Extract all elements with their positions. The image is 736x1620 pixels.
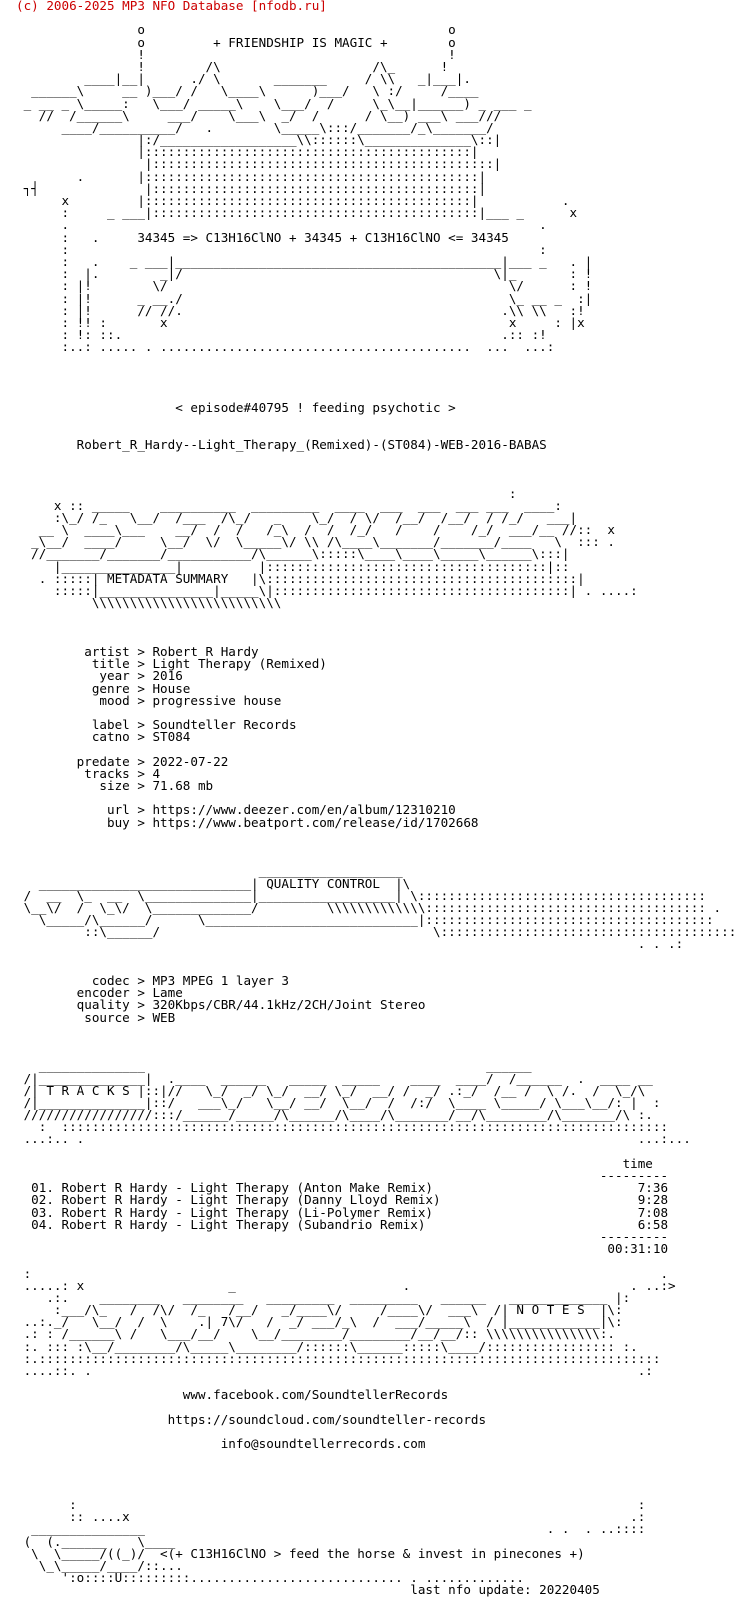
nfo-line: ::\______/ \:::::::::::::::::::::::::::::::::::::::: [16, 924, 736, 940]
nfo-line: [16, 378, 736, 390]
nfo-line: :: ....x .:: [16, 1509, 646, 1525]
nfo-line: [16, 414, 736, 426]
nfo-line: [16, 366, 736, 378]
nfo-line: |:::::::::::::::::::::::::::::::::::::::::::|: [16, 144, 479, 160]
nfo-line: x :: _____ __________ _________ ____ ___ ___ ___ ___ ____:: [16, 497, 562, 513]
nfo-line: // /______\ ___/ \___\ _/ / / \__) ___\ ___///: [16, 107, 502, 123]
nfo-line: [16, 1450, 736, 1462]
nfo-line: ...:.. . ...:...: [16, 1131, 691, 1147]
nfo-line: url > https://www.deezer.com/en/album/12310210: [16, 802, 456, 818]
nfo-line: tracks > 4: [16, 765, 161, 781]
nfo-line: ..:._/ \__/ / \ .| 7\/ / _/ ___/_\ / ___/_____\ / |____________|\:: [16, 1314, 623, 1330]
nfo-line: year > 2016: [16, 668, 183, 684]
copyright-banner: (c) 2006-2025 MP3 NFO Database [nfodb.ru]: [16, 0, 327, 13]
nfo-line: < episode#40795 ! feeding psychotic >: [16, 400, 456, 416]
nfo-line: title > Light Therapy (Remixed): [16, 656, 327, 672]
nfo-line: artist > Robert R Hardy: [16, 643, 259, 659]
nfo-line: : |. _|/ \|_ : !: [16, 266, 593, 282]
nfo-line: __ \ ____\___ __/ / / /_\ / / /_/ / / /_/ ___/__ //:: x: [16, 522, 615, 538]
nfo-line: ___________________: [16, 863, 403, 879]
nfo-line: : |! \/ \/ : !: [16, 278, 593, 294]
nfo-line: x |:::::::::::::::::::::::::::::::::::::::::::| .: [16, 193, 570, 208]
nfo-line: catno > ST084: [16, 729, 191, 745]
nfo-line: ---------: [16, 1168, 669, 1183]
nfo-line: o + FRIENDSHIP IS MAGIC + o: [16, 34, 456, 50]
nfo-line: :..: ..... . ......................................... ... ...:: [16, 339, 555, 355]
nfo-line: [16, 451, 736, 463]
nfo-line: ______\ __ )___/ / \____\ )___/ \ :/ /____: [16, 83, 479, 99]
nfo-line: https://soundcloud.com/soundteller-records: [16, 1411, 487, 1427]
nfo-line: : :: [16, 1497, 646, 1513]
nfo-line: . . .:: [16, 936, 684, 952]
nfo-line: [16, 1036, 736, 1048]
nfo-line: genre > House: [16, 680, 191, 696]
nfo-line: :: [16, 485, 517, 501]
nfo-line: : ::::::::::::::::::::::::::::::::::::::::::::::::::::::::::::::::::::::::::::::::: [16, 1119, 669, 1135]
nfo-line: ______________ ______: [16, 1058, 532, 1074]
nfo-line: ! /\ /\_ !: [16, 58, 449, 74]
nfo-line: . :::::| METADATA SUMMARY |\:::::::::::::::::::::::::::::::::::::::::|: [16, 570, 585, 586]
nfo-line: _______________ . . . ..::::: [16, 1521, 646, 1537]
nfo-line: \__\/ / \_\/ \_____________/ \\\\\\\\\\\\\::::::::::::::::::::::::::::::::::::: .: [16, 899, 722, 915]
nfo-line: : _ ___|:::::::::::::::::::::::::::::::::::::::::::|___ _ x: [16, 205, 578, 221]
nfo-line: [16, 353, 736, 365]
nfo-line: : |! // //. .\\ \\ :!: [16, 302, 585, 318]
nfo-line: mood > progressive house: [16, 692, 282, 708]
nfo-line: buy > https://www.beatport.com/release/id/1702668: [16, 814, 479, 830]
nfo-body: [16, 12, 736, 1596]
nfo-line: 03. Robert R Hardy - Light Therapy (Li-Polymer Remix) 7:08: [16, 1204, 669, 1220]
nfo-line: [16, 609, 736, 621]
nfo-line: _\__/ ____/ \__/ \/ \_____\/ \\ /\____\_______/_______/____ \ ::: .: [16, 534, 615, 550]
nfo-line: |:/__________________\\::::::\______________\::|: [16, 132, 502, 148]
nfo-line: ____/__________/ . \_____\:::/_______/_\_______/: [16, 119, 494, 135]
nfo-line: [16, 1475, 736, 1487]
nfo-line: : . _ ___|___________________________________________|___ _ . |: [16, 253, 593, 269]
nfo-line: ....::. . .:: [16, 1363, 653, 1378]
nfo-line: : !: ::. .:: :!: [16, 327, 547, 343]
nfo-line: : :: [16, 241, 547, 257]
nfo-line: [16, 829, 736, 841]
nfo-line: :\_/ /_ \__/ /___ /\_/ _ \_/ / \/ /__/ /__/ / /_/ ___|: [16, 509, 578, 525]
nfo-line: : |! _ __./ \_ __ _ :|: [16, 290, 593, 306]
nfo-line: quality > 320Kbps/CBR/44.1kHz/2CH/Joint Stereo: [16, 997, 426, 1013]
nfo-line: . |::::::::::::::::::::::::::::::::::::::::::::|: [16, 168, 487, 184]
nfo-line: :___/\_ / /\/ /_ /__/ _/____\/ /____\/ ___\ /| N O T E S |\:: [16, 1302, 623, 1318]
nfo-line: codec > MP3 MPEG 1 layer 3: [16, 973, 289, 988]
nfo-line: ( (.______ \____: [16, 1533, 176, 1549]
nfo-line: o o: [16, 22, 456, 38]
nfo-line: |:::::::::::::::::::::::::::::::::::::::::::::|: [16, 156, 502, 172]
nfo-document: [16, 0, 736, 1597]
nfo-line: \_\_____/____/::...: [16, 1558, 183, 1573]
nfo-line: .....: x _ . . ..:>: [16, 1277, 676, 1293]
nfo-line: label > Soundteller Records: [16, 717, 297, 733]
nfo-line: /| T R A C K S |::|// \_/ _/ \_/ __/ \_/ __/ / _/ .:_/ /__ / \ /. / \_/\: [16, 1082, 646, 1098]
nfo-line: :::::|_______________|_____\|:::::::::::::::::::::::::::::::::::::::| . ....:: [16, 583, 638, 598]
nfo-line: [16, 1463, 736, 1475]
nfo-line: \_____/\______/ \____________________________|::::::::::::::::::::::::::::::::::::::: [16, 912, 714, 928]
nfo-line: size > 71.68 mb: [16, 778, 214, 793]
nfo-line: _ __ _ \_____: \___/ _____\ \___/ / \_\__|______) _ ___ _: [16, 95, 532, 111]
nfo-line: [16, 1024, 736, 1036]
nfo-line: ____________________________| QUALITY CONTROL |\: [16, 875, 411, 891]
nfo-line: [16, 622, 736, 634]
nfo-line: [16, 951, 736, 963]
nfo-line: info@soundtellerrecords.com: [16, 1436, 426, 1452]
nfo-line: : !! : x x : |x: [16, 314, 585, 330]
nfo-line: [16, 463, 736, 475]
nfo-line: ':o::::U:::::::::............................ . .............: [16, 1570, 524, 1586]
nfo-line: 04. Robert R Hardy - Light Therapy (Subandrio Remix) 6:58: [16, 1216, 669, 1232]
nfo-line: /|______________| .____ ______ _____ _____ ____ ____/ /______ . ____ __: [16, 1070, 653, 1086]
nfo-line: :. ::: :\__/________/\_____\________/::::::\______:::::\____/::::::::::::::::: :.: [16, 1338, 638, 1354]
nfo-line: ! !: [16, 46, 456, 62]
nfo-line: 02. Robert R Hardy - Light Therapy (Danny Lloyd Remix) 9:28: [16, 1192, 669, 1208]
nfo-line: last nfo update: 20220405: [16, 1582, 600, 1598]
nfo-line: . .: [16, 217, 547, 233]
nfo-line: .:. ________ ________ _________ _________ ______ _____________ |:: [16, 1289, 631, 1305]
nfo-line: /|______________|::/ ___\_/ \__/ __/ \__/ / /:/ \____ \_____/ \___\__/: | :: [16, 1094, 661, 1110]
nfo-line: encoder > Lame: [16, 985, 183, 1001]
nfo-line: 01. Robert R Hardy - Light Therapy (Anton Make Remix) 7:36: [16, 1180, 669, 1196]
nfo-line: /////////////////:::/______/_____/\______/\____/\_______/__/\________/\_______/\ :.: [16, 1107, 653, 1123]
nfo-line: \\\\\\\\\\\\\\\\\\\\\\\\\: [16, 595, 282, 611]
nfo-line: / __ \_ __ \______________|__________________| \::::::::::::::::::::::::::::::::::::::: [16, 887, 706, 903]
nfo-line: [16, 841, 736, 853]
nfo-line: Robert_R_Hardy--Light_Therapy_(Remixed)-(ST084)-WEB-2016-BABAS: [16, 436, 547, 452]
nfo-line: time: [16, 1155, 653, 1171]
nfo-line: : .: [16, 1265, 669, 1281]
nfo-line: \ \_____/((_)/ <(+ C13H16ClNO > feed the horse & invest in pinecones +): [16, 1545, 585, 1561]
nfo-line: |_______________| |:::::::::::::::::::::::::::::::::::::|::: [16, 558, 570, 574]
nfo-line: www.facebook.com/SoundtellerRecords: [16, 1387, 449, 1403]
nfo-line: //_______/_______/___________/\______\:::::\____\____\_____\______\:::|: [16, 546, 570, 562]
nfo-line: ____|__| ./ \ _______ / \\ _|___|.: [16, 71, 471, 87]
nfo-line: source > WEB: [16, 1009, 176, 1025]
nfo-line: ┐┤ |:::::::::::::::::::::::::::::::::::::::::::|: [16, 180, 487, 196]
nfo-line: predate > 2022-07-22: [16, 753, 229, 769]
nfo-line: : . 34345 => C13H16ClNO + 34345 + C13H16ClNO <= 34345: [16, 229, 509, 245]
nfo-line: ---------: [16, 1228, 669, 1244]
nfo-line: 00:31:10: [16, 1241, 669, 1257]
nfo-line: .: : /______\ / \___/__/ \__/________/________/__/__/:: \\\\\\\\\\\\\\\:.: [16, 1326, 615, 1342]
nfo-line: :.::::::::::::::::::::::::::::::::::::::::::::::::::::::::::::::::::::::::::::::::::: [16, 1350, 661, 1366]
